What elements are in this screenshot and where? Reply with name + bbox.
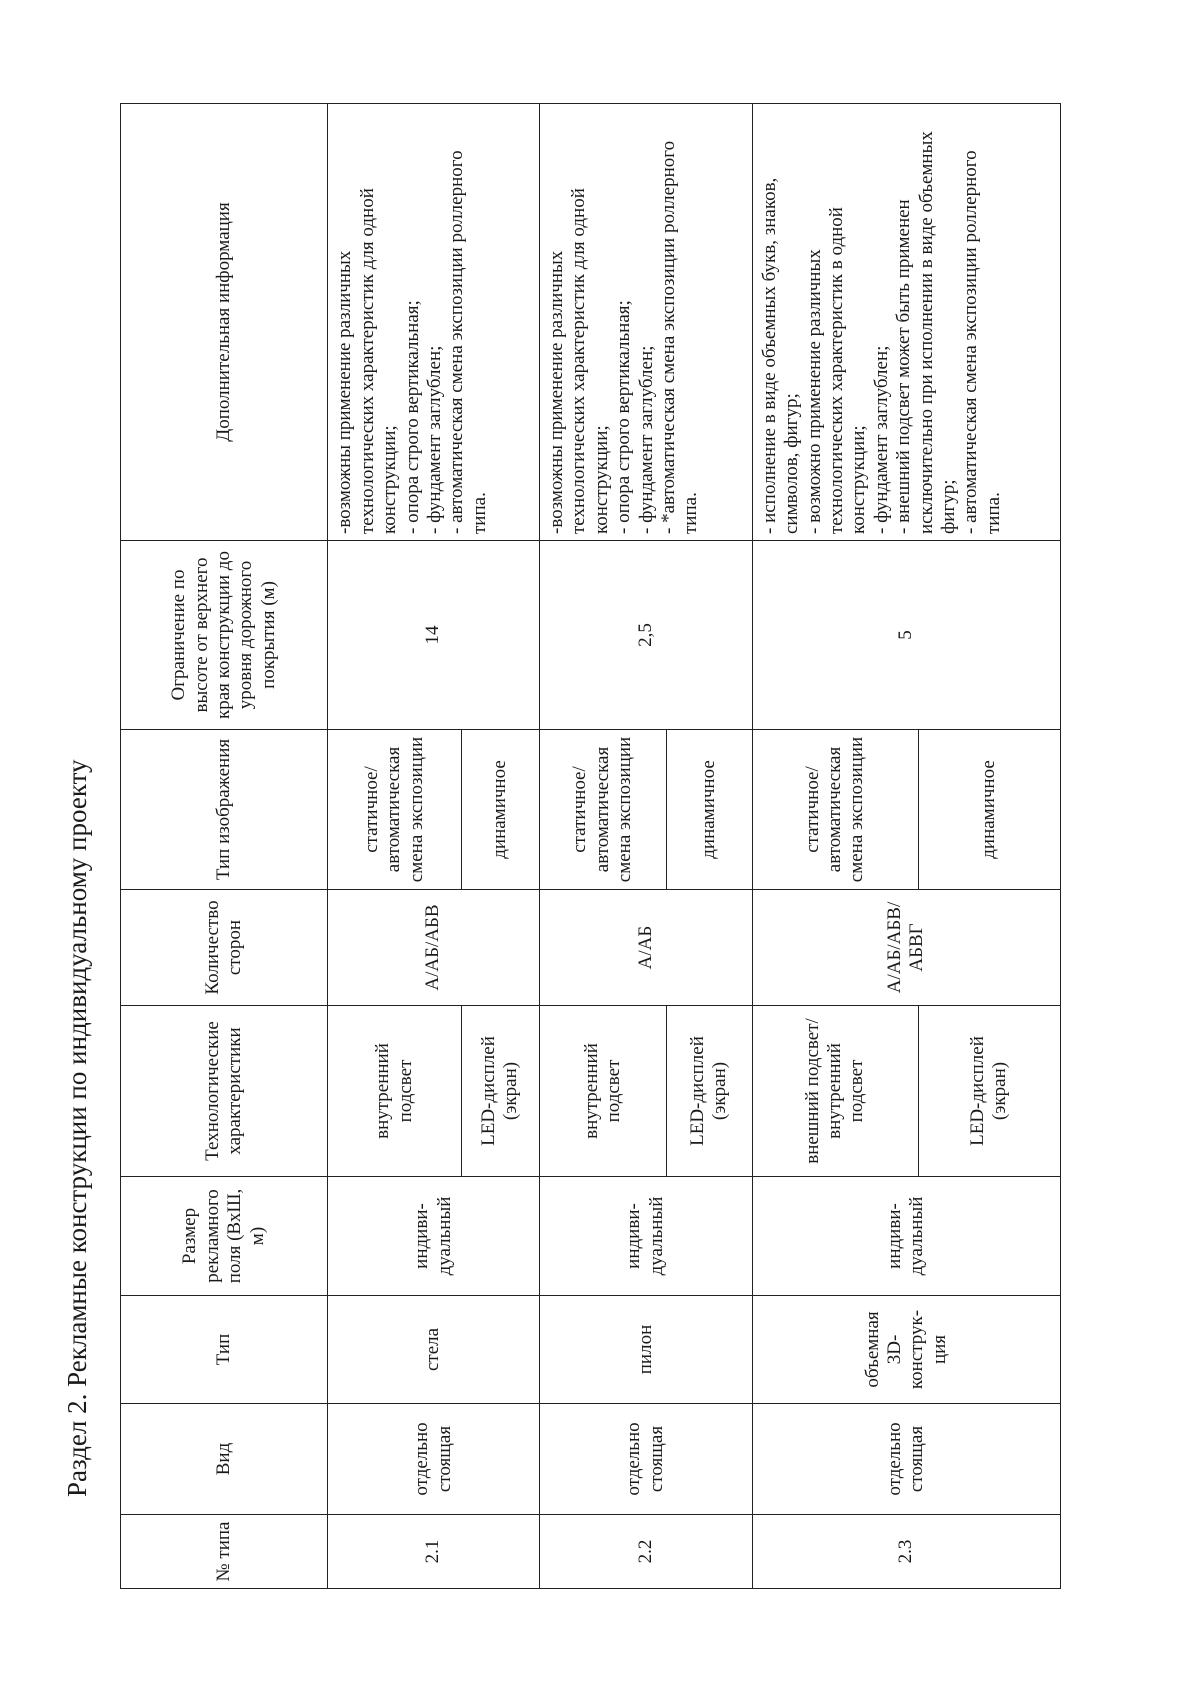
cell-image: статичное/ автоматическая смена экспозиции — [752, 730, 918, 890]
cell-size: индиви-дуальный — [328, 1177, 540, 1296]
info-line: - фундамент заглублен; — [423, 345, 445, 534]
header-vid: Вид — [121, 1404, 328, 1515]
header-tech: Технологические характеристики — [121, 1006, 328, 1177]
cell-vid: отдельно стоящая — [539, 1404, 752, 1515]
cell-image: статичное/ автоматическая смена экспозиции — [328, 730, 462, 890]
header-height: Ограничение по высоте от верхнего края конструкции до уровня дорожного покрытия (м) — [121, 541, 328, 730]
cell-size: индиви-дуальный — [539, 1177, 752, 1296]
cell-info — [752, 104, 1060, 541]
info-line: - автоматическая смена экспозиции роллерного типа. — [960, 150, 1004, 534]
info-line: - *автоматическая смена экспозиции роллерного типа. — [657, 140, 702, 534]
info-line: - фундамент заглублен; — [635, 345, 657, 534]
cell-tech: внутренний подсвет — [539, 1006, 666, 1177]
cell-tech: внешний подсвет/ внутренний подсвет — [752, 1006, 918, 1177]
header-tip: Тип — [121, 1296, 328, 1404]
cell-tech: LED-дисплей (экран) — [666, 1006, 752, 1177]
cell-info — [539, 104, 752, 541]
cell-tip: стела — [328, 1296, 540, 1404]
cell-num: 2.2 — [539, 1515, 752, 1589]
header-row — [121, 104, 328, 1589]
cell-tech: LED-дисплей (экран) — [461, 1006, 539, 1177]
table-row — [328, 104, 462, 1589]
cell-vid: отдельно стоящая — [752, 1404, 1060, 1515]
page-title: Раздел 2. Рекламные конструкции по индивидуальному проекту — [62, 759, 92, 1497]
table-row — [752, 104, 918, 1589]
cell-image: динамичное — [918, 730, 1060, 890]
cell-image: динамичное — [461, 730, 539, 890]
info-line: -возможны применение различных технологических характеристик для одной конструкции; — [334, 188, 401, 534]
header-sides: Количество сторон — [121, 890, 328, 1006]
info-line: - возможно применение различных технологических характеристик в одной конструкции; — [803, 207, 870, 534]
cell-sides: А/АБ/АБВ/ АБВГ — [752, 890, 1060, 1006]
cell-image: статичное/ автоматическая смена экспозиции — [539, 730, 666, 890]
cell-tip: пилон — [539, 1296, 752, 1404]
header-num: № типа — [121, 1515, 328, 1589]
cell-sides: А/АБ — [539, 890, 752, 1006]
info-line: - внешний подсвет может быть применен исключительно при исполнении в виде объемных фигур; — [893, 131, 959, 534]
cell-height: 5 — [752, 541, 1060, 730]
cell-info — [328, 104, 540, 541]
header-size: Размер рекламного поля (ВхШ, м) — [121, 1177, 328, 1296]
cell-image: динамичное — [666, 730, 752, 890]
info-line: - опора строго вертикальная; — [401, 300, 423, 534]
info-line: - исполнение в виде объемных букв, знаков, символов, фигур; — [758, 177, 803, 534]
cell-vid: отдельно стоящая — [328, 1404, 540, 1515]
cell-tip: объемная 3D-конструк-ция — [752, 1296, 1060, 1404]
cell-tech: внутренний подсвет — [328, 1006, 462, 1177]
cell-num: 2.3 — [752, 1515, 1060, 1589]
cell-size: индиви-дуальный — [752, 1177, 1060, 1296]
cell-sides: А/АБ/АБВ — [328, 890, 540, 1006]
cell-tech: LED-дисплей (экран) — [918, 1006, 1060, 1177]
cell-height: 2,5 — [539, 541, 752, 730]
cell-height: 14 — [328, 541, 540, 730]
header-info: Дополнительная информация — [121, 104, 328, 541]
table-row — [539, 104, 666, 1589]
header-image: Тип изображения — [121, 730, 328, 890]
structures-table — [120, 103, 1061, 1589]
info-line: - фундамент заглублен; — [870, 345, 892, 534]
info-line: - опора строго вертикальная; — [613, 300, 635, 534]
cell-num: 2.1 — [328, 1515, 540, 1589]
info-line: - автоматическая смена экспозиции роллерного типа. — [446, 150, 490, 534]
info-line: -возможны применение различных технологических характеристик для одной конструкции; — [545, 188, 612, 534]
